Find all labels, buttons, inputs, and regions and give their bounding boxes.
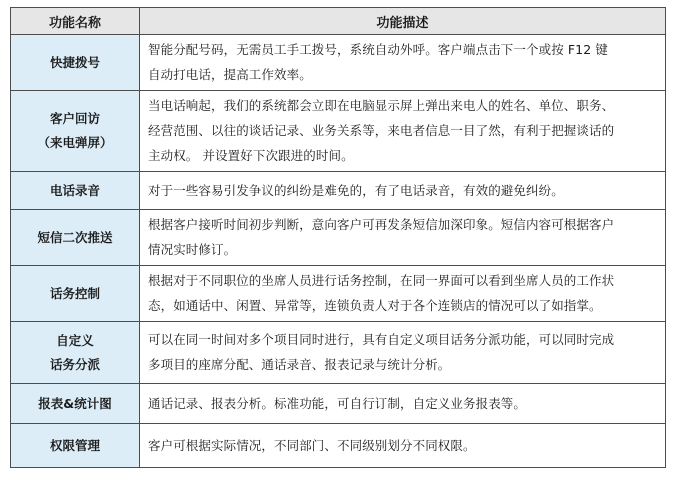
- feature-description-cell: [140, 172, 666, 210]
- feature-name-line: 话务分派: [49, 356, 100, 372]
- feature-name-line: 电话录音: [49, 182, 100, 198]
- feature-description-line: 态，如通话中、闲置、异常等，连锁负责人对于各个连锁店的情况可以了如指掌。: [148, 298, 602, 313]
- feature-name-line: 短信二次推送: [37, 229, 113, 245]
- feature-name-line: 客户回访: [49, 111, 100, 126]
- header-feature-name: 功能名称: [11, 8, 140, 35]
- feature-description-line: 经营范围、以往的谈话记录、业务关系等，来电者信息一目了然，有利于把握谈话的: [148, 123, 615, 138]
- feature-name-line: （来电弹屏）: [37, 135, 113, 150]
- feature-description-line: 根据客户接听时间初步判断，意向客户可再发条短信加深印象。短信内容可根据客户: [148, 217, 615, 232]
- header-row: [11, 8, 666, 35]
- feature-table: [10, 7, 666, 468]
- feature-name-cell: [11, 91, 140, 172]
- feature-name-cell: [11, 322, 140, 384]
- feature-name-cell: [11, 35, 140, 91]
- feature-description-line: 智能分配号码，无需员工手工拨号，系统自动外呼。客户端点击下一个或按 F12 键: [148, 42, 608, 57]
- feature-name-cell: [11, 384, 140, 424]
- table-row: [11, 91, 666, 172]
- table-row: [11, 172, 666, 210]
- feature-description-cell: [140, 384, 666, 424]
- feature-description-line: 客户可根据实际情况，不同部门、不同级别划分不同权限。: [148, 437, 476, 453]
- feature-description-cell: [140, 91, 666, 172]
- feature-name-line: 快捷拨号: [49, 54, 100, 70]
- feature-name-line: 自定义: [56, 332, 94, 348]
- feature-description-line: 对于一些容易引发争议的纠纷是难免的，有了电话录音，有效的避免纠纷。: [148, 182, 564, 198]
- feature-description-cell: [140, 35, 666, 91]
- feature-description-line: 可以在同一时间对多个项目同时进行，具有自定义项目话务分派功能，可以同时完成: [148, 332, 615, 347]
- feature-description-line: 自动打电话，提高工作效率。: [148, 67, 312, 82]
- feature-name-cell: [11, 424, 140, 468]
- feature-description-cell: [140, 210, 666, 266]
- feature-description-line: 主动权。 并设置好下次跟进的时间。: [148, 148, 354, 163]
- table-row: [11, 322, 666, 384]
- feature-name-line: 话务控制: [49, 285, 100, 301]
- feature-name-cell: [11, 266, 140, 322]
- table-row: [11, 266, 666, 322]
- feature-description-line: 通话记录、报表分析。标准功能，可自行订制，自定义业务报表等。: [148, 395, 527, 411]
- feature-description-line: 当电话响起，我们的系统都会立即在电脑显示屏上弹出来电人的姓名、单位、职务、: [148, 98, 615, 113]
- header-feature-description: 功能描述: [140, 8, 666, 35]
- feature-name-cell: [11, 172, 140, 210]
- feature-description-cell: [140, 424, 666, 468]
- feature-name-line: 权限管理: [49, 437, 100, 453]
- feature-description-line: 情况实时修订。: [148, 242, 237, 257]
- feature-description-cell: [140, 322, 666, 384]
- feature-description-line: 根据对于不同职位的坐席人员进行话务控制，在同一界面可以看到坐席人员的工作状: [148, 273, 615, 288]
- feature-name-cell: [11, 210, 140, 266]
- table-row: [11, 35, 666, 91]
- table-row: [11, 424, 666, 468]
- feature-name-line: 报表&统计图: [38, 395, 112, 411]
- table-row: [11, 210, 666, 266]
- table-row: [11, 384, 666, 424]
- feature-description-line: 多项目的座席分配、通话录音、报表记录与统计分析。: [148, 357, 451, 372]
- feature-description-cell: [140, 266, 666, 322]
